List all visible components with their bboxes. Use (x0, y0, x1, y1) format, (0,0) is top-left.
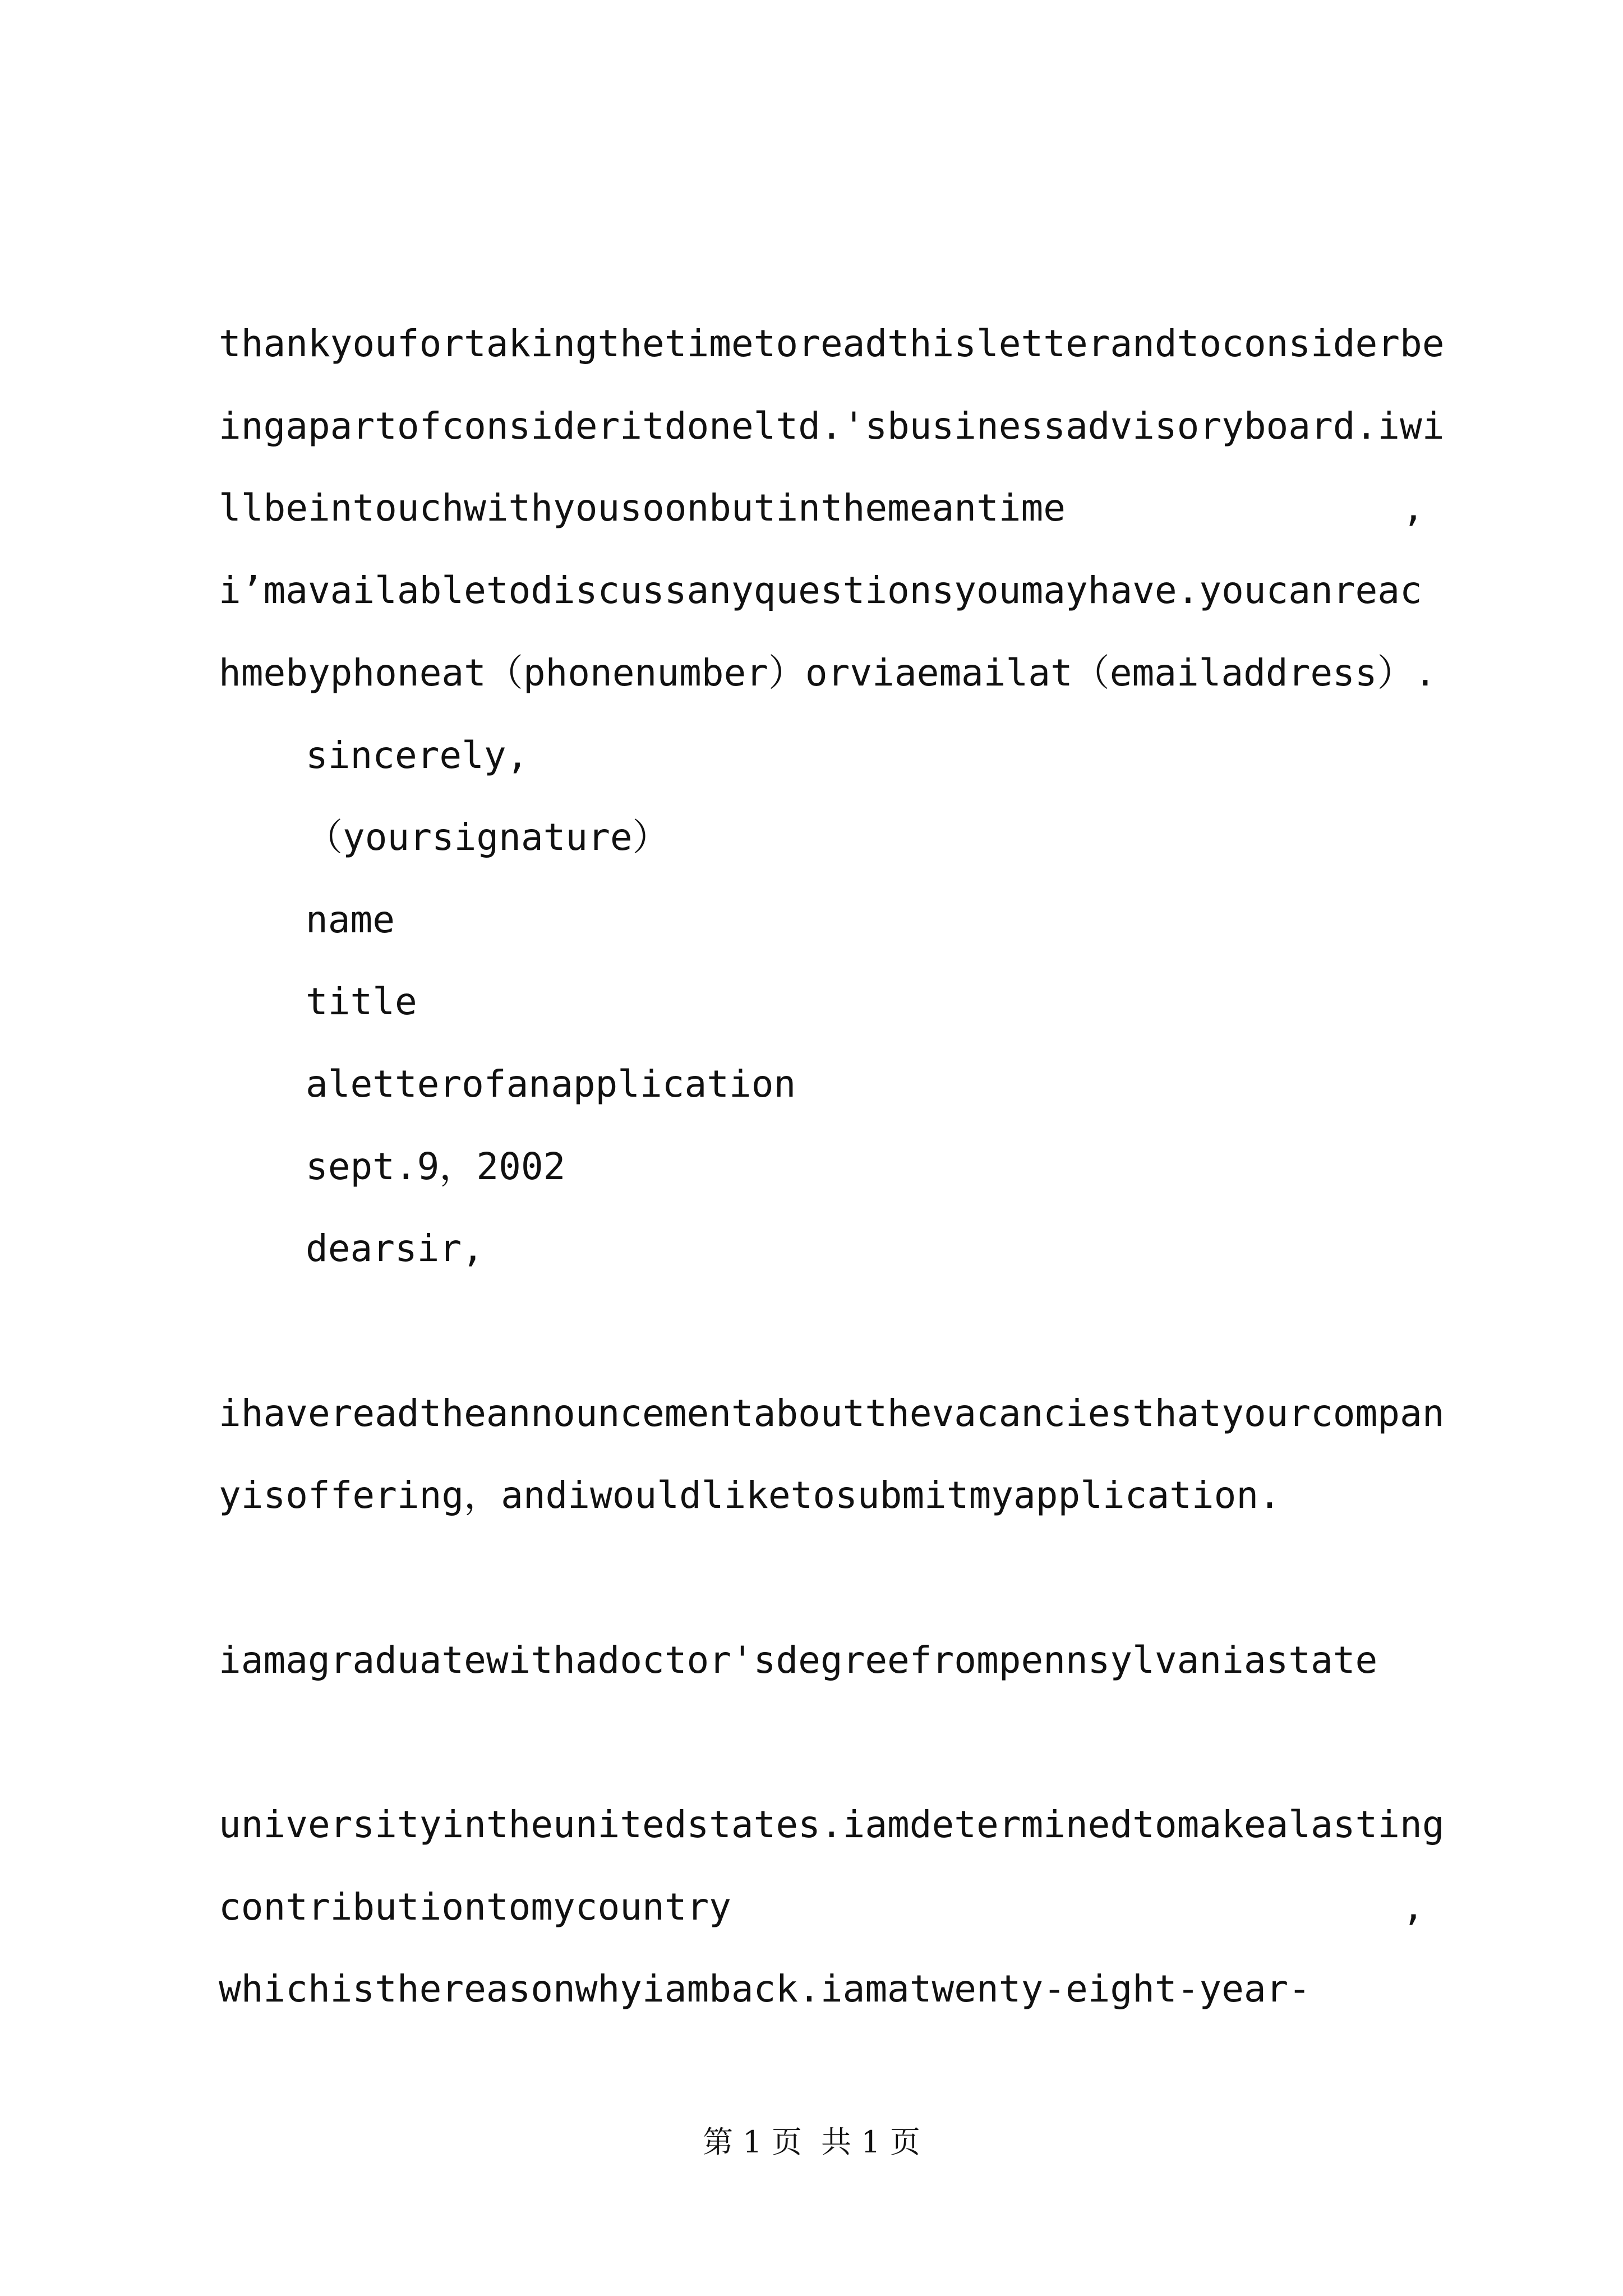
body-line-text: contributiontomycountry (219, 1885, 731, 1929)
page-footer: 第 1 页 共 1 页 (703, 2124, 920, 2160)
title-line: title (306, 980, 417, 1023)
body-line-text: llbeintouchwithyousoonbutinthemeantime (219, 486, 1066, 530)
closing-line: sincerely, (306, 734, 529, 777)
body-line (219, 1885, 1424, 1929)
body-line: ihavereadtheannouncementaboutthevacanciesthatyourcompan (219, 1392, 1445, 1435)
date-line: sept.9，2002 (306, 1145, 566, 1188)
body-line: hmebyphoneat（phonenumber）orviaemailat（emailaddress）. (219, 651, 1437, 694)
body-line: iamagraduatewithadoctor'sdegreefrompennsylvaniastate (219, 1639, 1378, 1682)
body-line: ingapartofconsideritdoneltd.'sbusinessadvisoryboard.iwi (219, 404, 1445, 448)
signature-placeholder: （yoursignature） (306, 816, 670, 859)
body-line: whichisthereasonwhyiamback.iamatwenty-eight-year- (219, 1967, 1311, 2010)
letter-heading: aletterofanapplication (306, 1062, 796, 1106)
body-line: yisoffering，andiwouldliketosubmitmyapplication. (219, 1474, 1281, 1517)
body-line: universityintheunitedstates.iamdeterminedtomakealasting (219, 1803, 1445, 1846)
body-line-comma: , (1402, 1885, 1424, 1929)
body-line: i’mavailabletodiscussanyquestionsyoumayhave.youcanreac (219, 569, 1422, 612)
body-line (219, 486, 1424, 530)
body-line-comma: , (1402, 486, 1424, 530)
body-line: thankyoufortakingthetimetoreadthisletterandtoconsiderbe (219, 322, 1445, 365)
name-line: name (306, 898, 395, 941)
salutation-line: dearsir, (306, 1227, 484, 1270)
